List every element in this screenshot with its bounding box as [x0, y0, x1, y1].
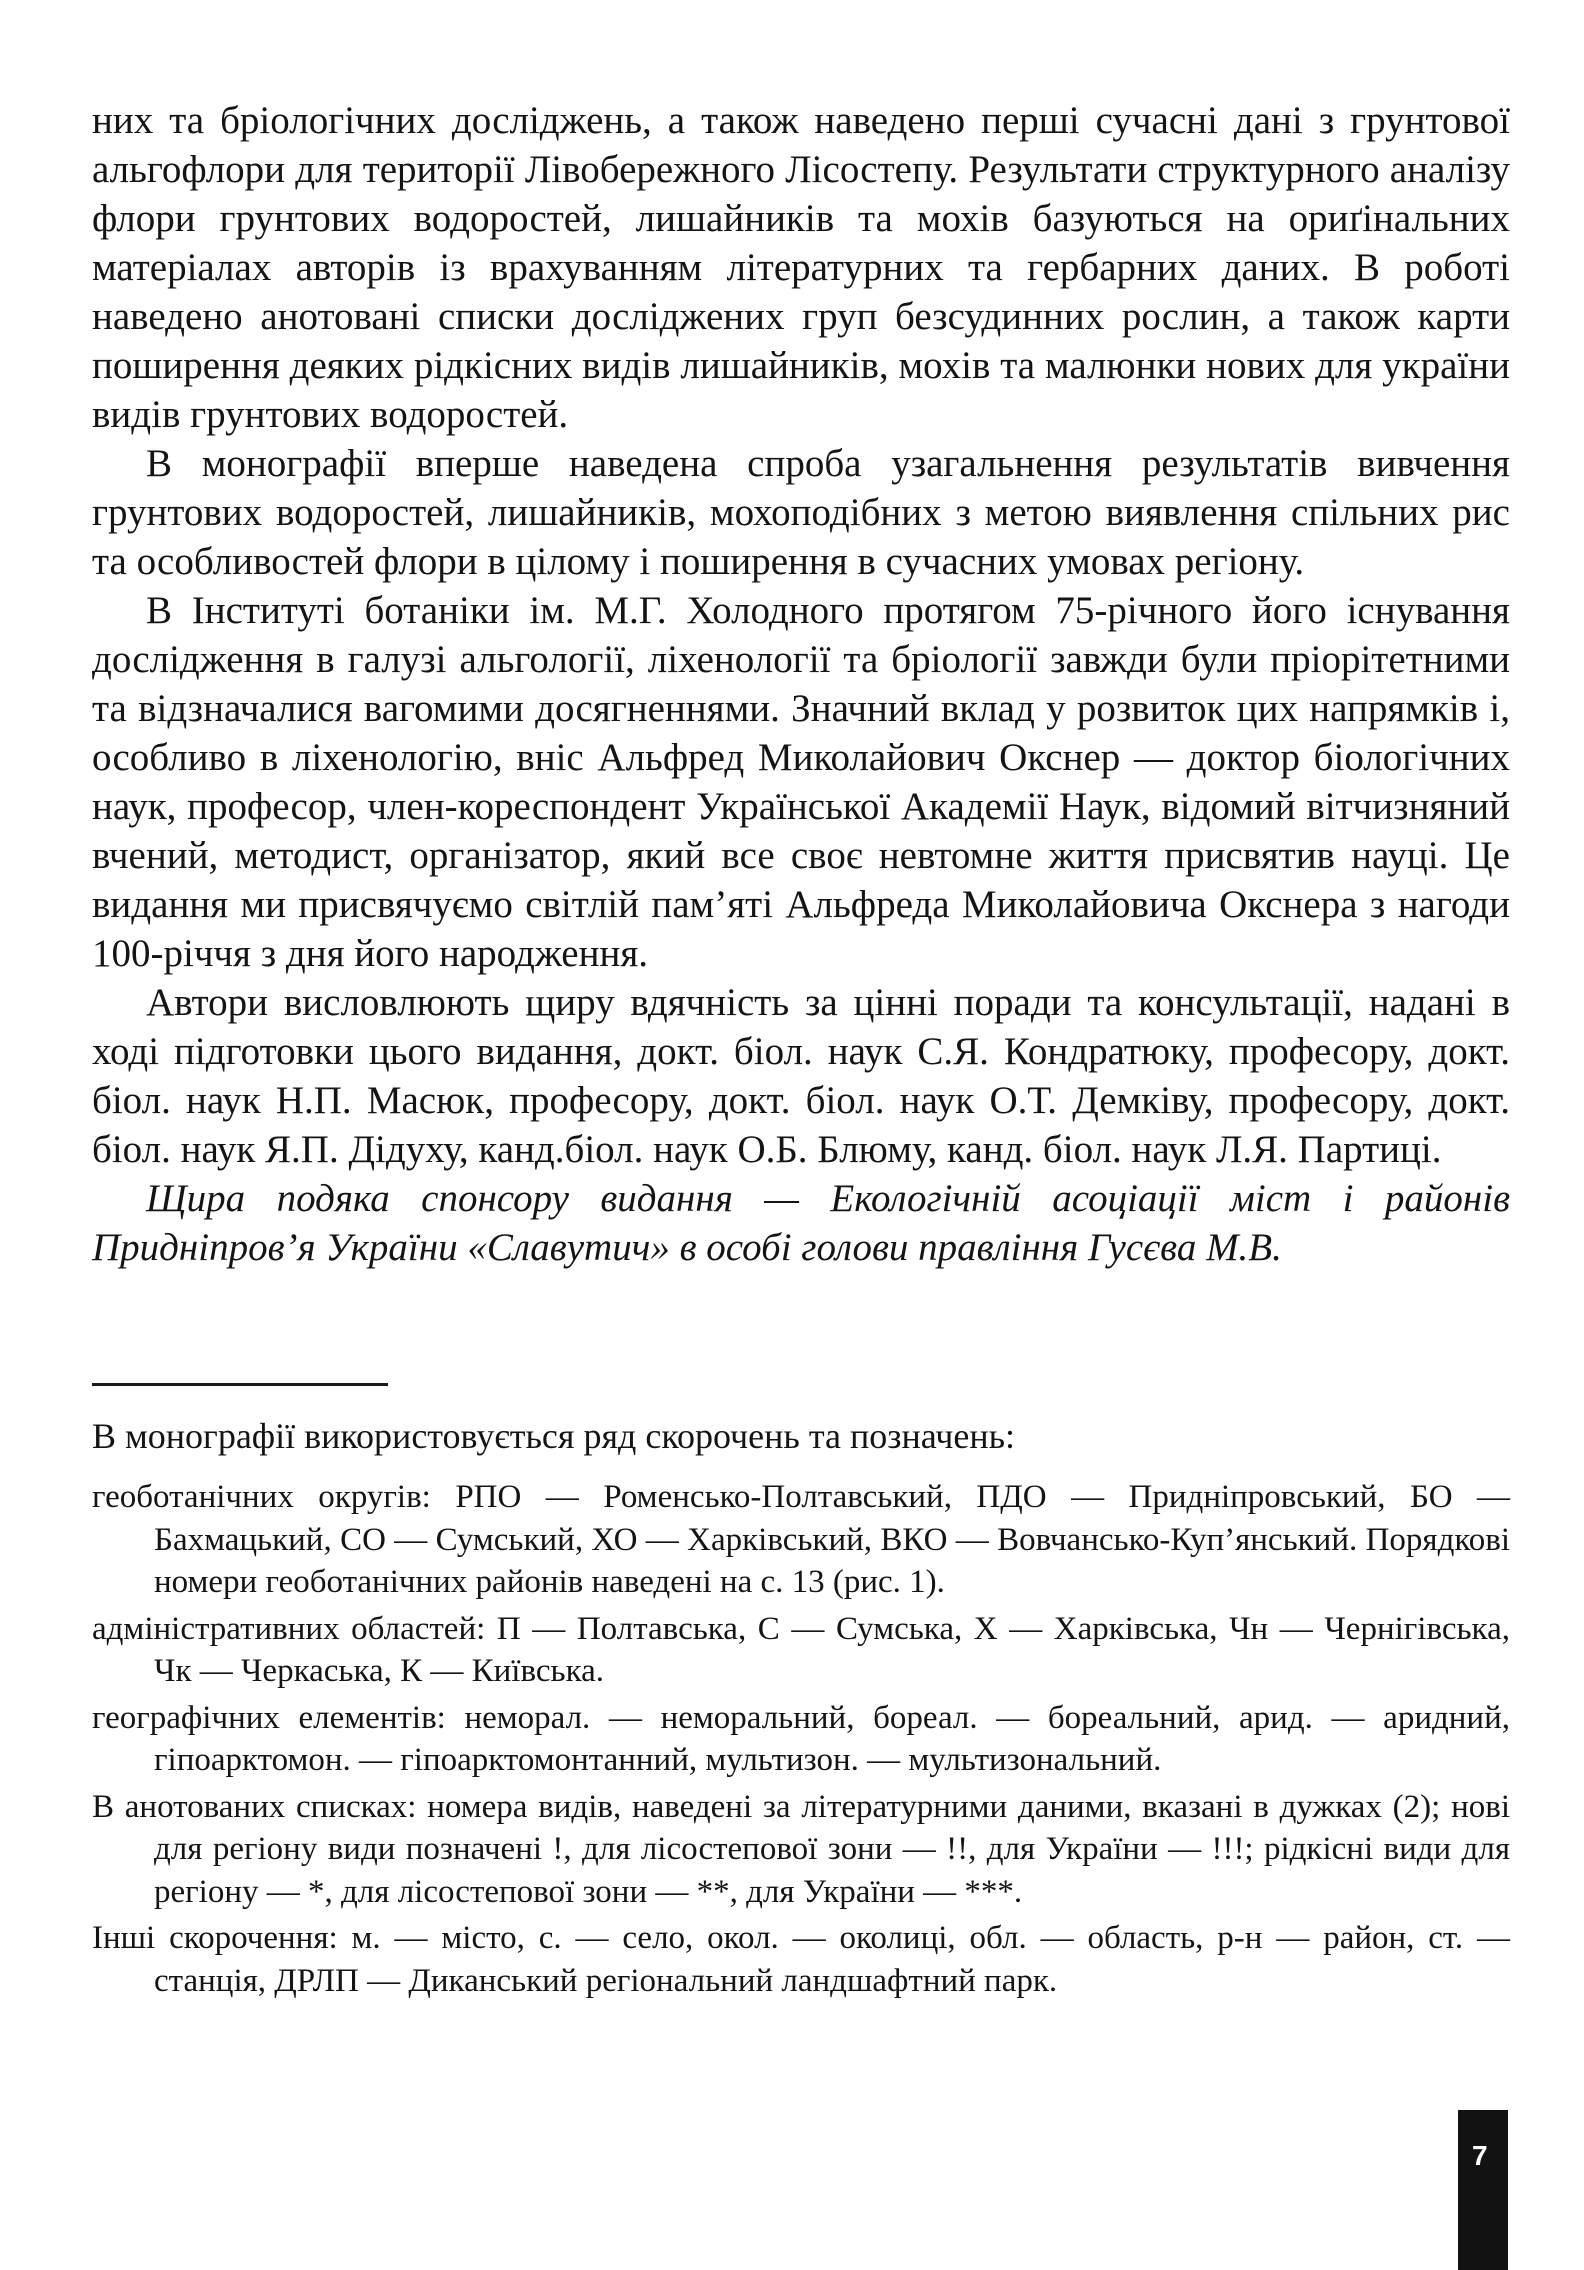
abbreviation-note-other: Інші скорочення: м. — місто, с. — село, окол. — околиці, обл. — область, р-н — район, ст. — станція, ДРЛП — Диканський регіональний ландшафтний парк. — [92, 1920, 1510, 1999]
abbreviation-note-geobotanical: геоботанічних округів: РПО — Роменсько-Полтавський, ПДО — Придніпровський, БО — Бахмацький, СО — Сумський, ХО — Харківський, ВКО — Вовчансько-Куп’янський. Порядкові номери геоботанічних районів наведені на с. 13 (рис. 1). — [92, 1479, 1510, 1600]
page-number-tab — [1458, 2110, 1508, 2270]
paragraph-gratitude: Автори висловлюють щиру вдячність за цінні поради та консультації, надані в ході підготовки цього видання, докт. біол. наук С.Я. Кондратюку, професору, докт. біол. наук Н.П. Масюк, професору, докт. біол. наук О.Т. Демківу, професору, докт. біол. наук Я.П. Дідуху, канд.біол. наук О.Б. Блюму, канд. біол. наук Л.Я. Партиці. — [92, 981, 1510, 1171]
abbreviations-intro: В монографії використовується ряд скорочень та позначень: — [92, 1416, 1016, 1456]
abbreviations-section — [92, 1414, 1510, 2006]
abbreviation-note-administrative: адміністративних областей: П — Полтавська, С — Сумська, Х — Харківська, Чн — Чернігівська, Чк — Черкаська, К — Київська. — [92, 1610, 1510, 1689]
abbreviation-note-annotated-lists: В анотованих списках: номера видів, наведені за літературними даними, вказані в дужках (2); нові для регіону види позначені !, для лісостепової зони — !!, для України — !!!; рідкісні види для регіону — *, для лісостепової зони — **, для України — ***. — [92, 1788, 1510, 1910]
paragraph-sponsor-acknowledgement: Щира подяка спонсору видання — Екологічній асоціації міст і районів Придніпров’я України «Славутич» в особі голови правління Гусєва М.В. — [92, 1177, 1510, 1269]
abbreviation-note-geographic: географічних елементів: неморал. — неморальний, бореал. — бореальний, арид. — аридний, гіпоарктомон. — гіпоарктомонтанний, мультизон. — мультизональний. — [92, 1699, 1510, 1778]
paragraph-intro-continuation: них та бріологічних досліджень, а також наведено перші сучасні дані з грунтової альгофлори для території Лівобережного Лісостепу. Результати структурного аналізу флори грунтових водоростей, лишайників та мохів базуються на ориґінальних матеріалах авторів із врахуванням літературних та гербарних даних. В роботі наведено анотовані списки досліджених груп безсудинних рослин, а також карти поширення деяких рідкісних видів лишайників, мохів та малюнки нових для україни видів грунтових водоростей. — [92, 99, 1510, 436]
footnote-divider — [92, 1383, 388, 1386]
main-text — [92, 96, 1510, 1272]
page-number: 7 — [1472, 2140, 1488, 2171]
paragraph-institute: В Інституті ботаніки ім. М.Г. Холодного протягом 75-річного його існування дослідження в галузі альгології, ліхенології та бріології завжди були пріорітетними та відзначалися вагомими досягненнями. Значний вклад у розвиток цих напрямків і, особливо в ліхенологію, вніс Альфред Миколайович Окснер — доктор біологічних наук, професор, член-кореспондент Української Академії Наук, відомий вітчизняний вчений, методист, організатор, який все своє невтомне життя присвятив науці. Це видання ми присвячуємо світлій пам’яті Альфреда Миколайовича Окснера з нагоди 100-річчя з дня його народження. — [92, 589, 1510, 975]
paragraph-monograph: В монографії вперше наведена спроба узагальнення результатів вивчення грунтових водоростей, лишайників, мохоподібних з метою виявлення спільних рис та особливостей флори в цілому і поширення в сучасних умовах регіону. — [92, 442, 1510, 583]
